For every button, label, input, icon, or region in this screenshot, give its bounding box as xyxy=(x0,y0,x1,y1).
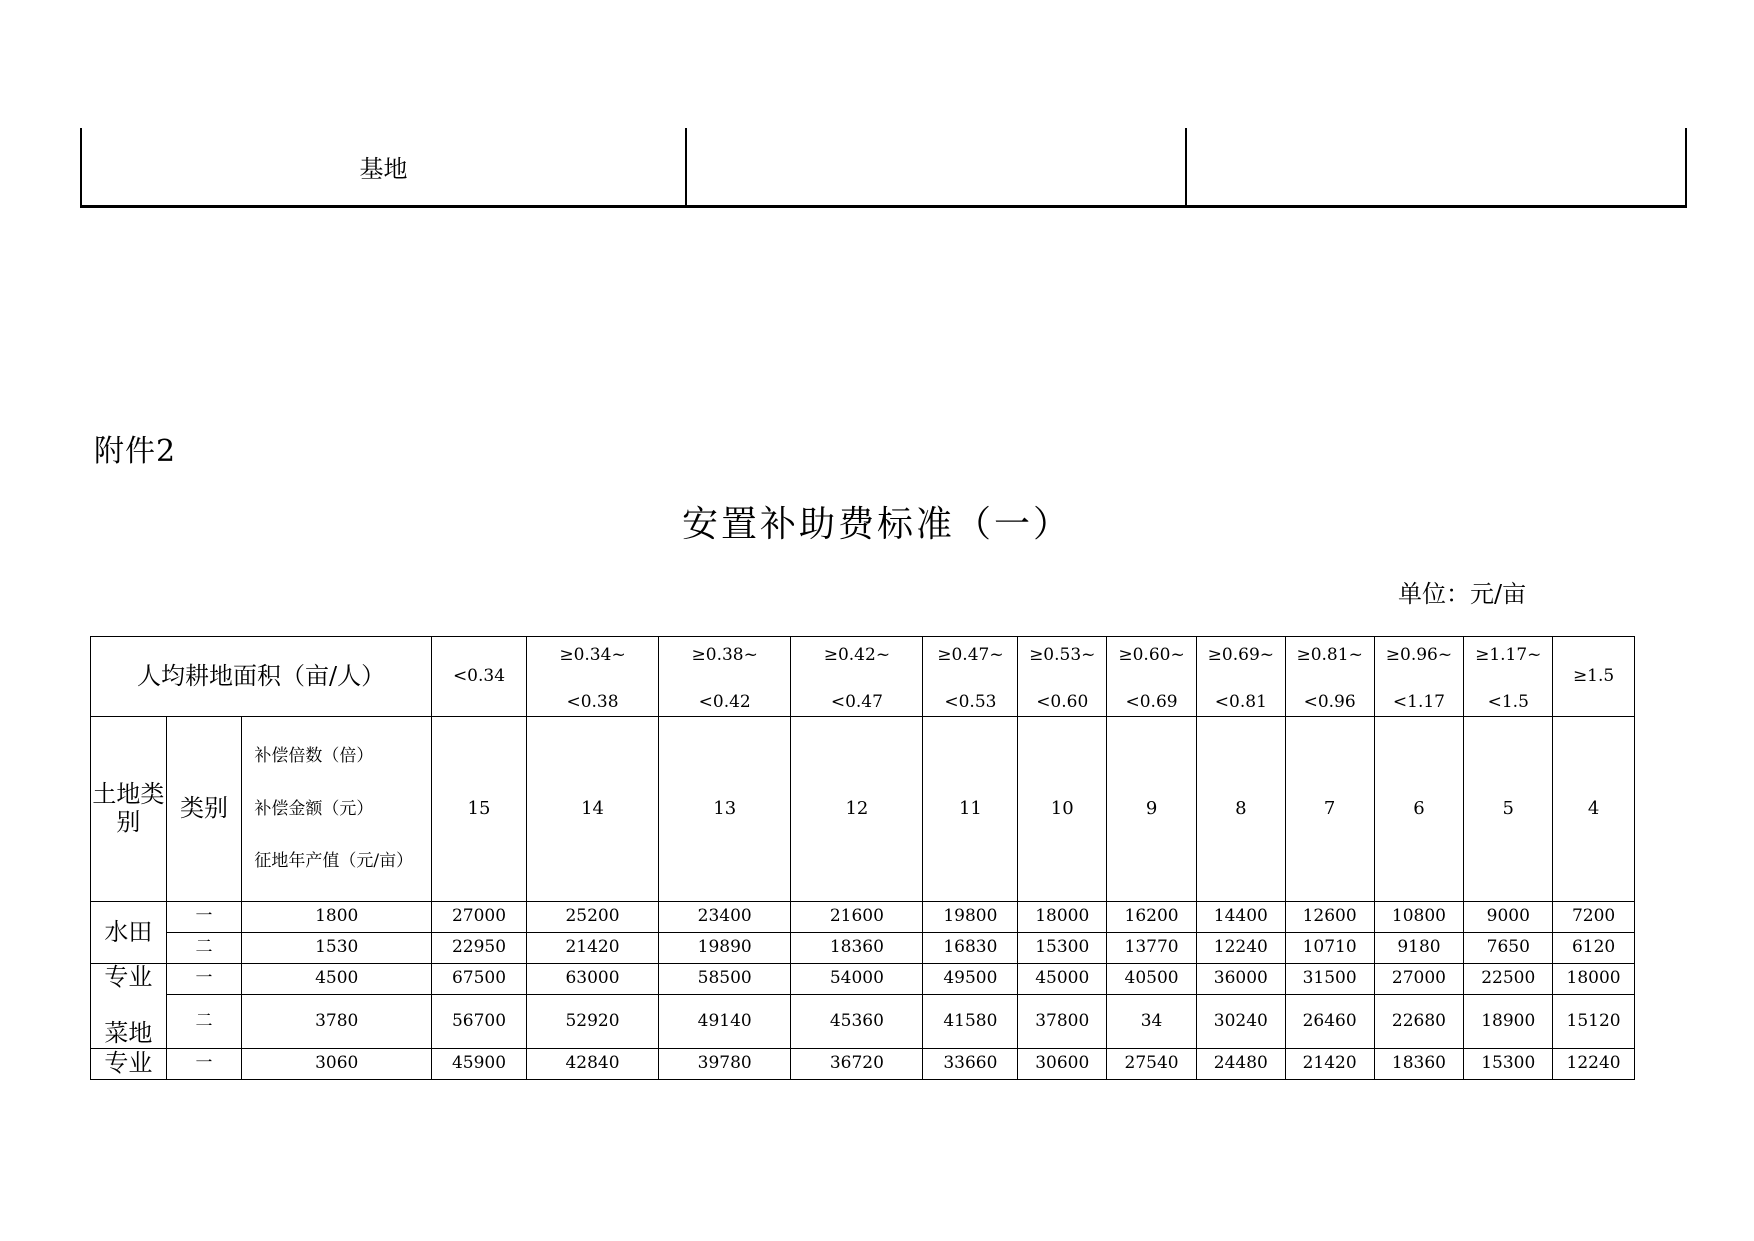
amount-cell: 34 xyxy=(1107,995,1197,1049)
range-lower-bound: ≥1.17~ xyxy=(1475,644,1542,665)
amount-cell: 21420 xyxy=(526,933,658,964)
range-upper-bound: <0.96 xyxy=(1303,691,1356,712)
table-row xyxy=(91,995,1635,1049)
multiplier-cell: 4 xyxy=(1553,717,1635,902)
amount-cell: 30600 xyxy=(1018,1049,1107,1080)
area-range-cell xyxy=(659,637,791,717)
amount-cell: 21420 xyxy=(1285,1049,1374,1080)
area-range-cell xyxy=(1285,637,1374,717)
range-upper-bound: <1.17 xyxy=(1392,691,1445,712)
unit-label: 单位：元/亩 xyxy=(1398,580,1527,608)
table-row xyxy=(91,902,1635,933)
annual-value-cell: 3780 xyxy=(242,995,432,1049)
range-upper-bound: <0.38 xyxy=(566,691,619,712)
range-lower-bound: ≥0.69~ xyxy=(1207,644,1275,665)
amount-cell: 56700 xyxy=(432,995,527,1049)
amount-cell: 37800 xyxy=(1018,995,1107,1049)
previous-table-cell xyxy=(1186,128,1686,207)
amount-cell: 27540 xyxy=(1107,1049,1197,1080)
multiplier-cell: 12 xyxy=(791,717,923,902)
amount-cell: 40500 xyxy=(1107,964,1197,995)
amount-cell: 42840 xyxy=(526,1049,658,1080)
attachment-label: 附件2 xyxy=(94,434,177,469)
category-header: 类别 xyxy=(166,717,242,902)
amount-cell: 23400 xyxy=(659,902,791,933)
amount-cell: 15300 xyxy=(1464,1049,1553,1080)
amount-cell: 10710 xyxy=(1285,933,1374,964)
area-range-cell: ≥1.5 xyxy=(1553,637,1635,717)
grade-cell: 二 xyxy=(166,933,242,964)
amount-cell: 22500 xyxy=(1464,964,1553,995)
amount-cell: 45000 xyxy=(1018,964,1107,995)
range-lower-bound: ≥0.34~ xyxy=(559,644,626,665)
amount-cell: 58500 xyxy=(659,964,791,995)
amount-cell: 18000 xyxy=(1018,902,1107,933)
amount-cell: 49500 xyxy=(923,964,1018,995)
amount-cell: 15300 xyxy=(1018,933,1107,964)
area-range-cell xyxy=(526,637,658,717)
amount-cell: 25200 xyxy=(526,902,658,933)
amount-cell: 21600 xyxy=(791,902,923,933)
amount-cell: 67500 xyxy=(432,964,527,995)
area-range-cell xyxy=(791,637,923,717)
table-row xyxy=(91,933,1635,964)
amount-cell: 26460 xyxy=(1285,995,1374,1049)
amount-cell: 45360 xyxy=(791,995,923,1049)
multiplier-cell: 15 xyxy=(432,717,527,902)
amount-cell: 31500 xyxy=(1285,964,1374,995)
range-lower-bound: ≥0.96~ xyxy=(1385,644,1453,665)
annual-value-label: 征地年产值（元/亩） xyxy=(254,851,414,872)
amount-cell: 27000 xyxy=(432,902,527,933)
amount-cell: 33660 xyxy=(923,1049,1018,1080)
multiplier-row xyxy=(91,717,1635,902)
amount-cell: 27000 xyxy=(1374,964,1464,995)
amount-cell: 18360 xyxy=(791,933,923,964)
range-upper-bound: <0.47 xyxy=(830,691,883,712)
amount-cell: 36000 xyxy=(1196,964,1285,995)
amount-cell: 12240 xyxy=(1553,1049,1635,1080)
grade-cell: 一 xyxy=(166,1049,242,1080)
amount-cell: 22680 xyxy=(1374,995,1464,1049)
amount-cell: 19800 xyxy=(923,902,1018,933)
annual-value-cell: 3060 xyxy=(242,1049,432,1080)
range-upper-bound: <0.42 xyxy=(698,691,751,712)
amount-cell: 30240 xyxy=(1196,995,1285,1049)
amount-label: 补偿金额（元） xyxy=(254,798,374,819)
amount-cell: 18360 xyxy=(1374,1049,1464,1080)
area-range-cell xyxy=(923,637,1018,717)
land-type-line: 菜地 xyxy=(104,1019,153,1047)
range-upper-bound: <0.69 xyxy=(1125,691,1178,712)
multiplier-cell: 6 xyxy=(1374,717,1464,902)
range-lower-bound: ≥0.81~ xyxy=(1296,644,1363,665)
amount-cell: 39780 xyxy=(659,1049,791,1080)
document-title: 安置补助费标准（一） xyxy=(681,504,1072,545)
amount-cell: 6120 xyxy=(1553,933,1635,964)
previous-table-cell xyxy=(686,128,1186,207)
range-lower-bound: ≥0.47~ xyxy=(937,644,1004,665)
amount-cell: 10800 xyxy=(1374,902,1464,933)
area-range-cell: <0.34 xyxy=(432,637,527,717)
amount-cell: 36720 xyxy=(791,1049,923,1080)
amount-cell: 45900 xyxy=(432,1049,527,1080)
area-range-row xyxy=(91,637,1635,717)
multiplier-cell: 11 xyxy=(923,717,1018,902)
multiplier-cell: 13 xyxy=(659,717,791,902)
grade-cell: 二 xyxy=(166,995,242,1049)
amount-cell: 9180 xyxy=(1374,933,1464,964)
range-upper-bound: <0.53 xyxy=(944,691,997,712)
area-range-cell xyxy=(1374,637,1464,717)
annual-value-cell: 4500 xyxy=(242,964,432,995)
table-row xyxy=(91,964,1635,995)
amount-cell: 13770 xyxy=(1107,933,1197,964)
range-lower-bound: ≥0.42~ xyxy=(823,644,891,665)
amount-cell: 16200 xyxy=(1107,902,1197,933)
range-lower-bound: ≥0.60~ xyxy=(1118,644,1185,665)
land-type-cell xyxy=(91,964,167,1049)
annual-value-cell: 1530 xyxy=(242,933,432,964)
grade-cell: 一 xyxy=(166,964,242,995)
land-type-line: 专业 xyxy=(104,963,153,992)
multiplier-cell: 10 xyxy=(1018,717,1107,902)
amount-cell: 7200 xyxy=(1553,902,1635,933)
amount-cell: 54000 xyxy=(791,964,923,995)
previous-table-row xyxy=(81,128,1686,207)
range-upper-bound: <0.81 xyxy=(1214,691,1267,712)
range-lower-bound: ≥0.53~ xyxy=(1029,644,1096,665)
amount-cell: 19890 xyxy=(659,933,791,964)
land-type-cell: 专业 xyxy=(91,1049,167,1080)
multiplier-cell: 7 xyxy=(1285,717,1374,902)
amount-cell: 18000 xyxy=(1553,964,1635,995)
multiplier-cell: 5 xyxy=(1464,717,1553,902)
multiplier-cell: 14 xyxy=(526,717,658,902)
amount-cell: 24480 xyxy=(1196,1049,1285,1080)
grade-cell: 一 xyxy=(166,902,242,933)
amount-cell: 63000 xyxy=(526,964,658,995)
range-upper-bound: <1.5 xyxy=(1487,691,1529,712)
amount-cell: 18900 xyxy=(1464,995,1553,1049)
range-upper-bound: <0.60 xyxy=(1036,691,1089,712)
amount-cell: 14400 xyxy=(1196,902,1285,933)
area-range-cell xyxy=(1018,637,1107,717)
multiplier-cell: 8 xyxy=(1196,717,1285,902)
amount-cell: 22950 xyxy=(432,933,527,964)
amount-cell: 9000 xyxy=(1464,902,1553,933)
amount-cell: 12600 xyxy=(1285,902,1374,933)
amount-cell: 16830 xyxy=(923,933,1018,964)
range-lower-bound: ≥0.38~ xyxy=(691,644,758,665)
area-range-cell xyxy=(1107,637,1197,717)
previous-table-fragment xyxy=(80,128,1687,208)
multiplier-label: 补偿倍数（倍） xyxy=(254,745,374,766)
annual-value-cell: 1800 xyxy=(242,902,432,933)
amount-cell: 15120 xyxy=(1553,995,1635,1049)
amount-cell: 7650 xyxy=(1464,933,1553,964)
amount-cell: 12240 xyxy=(1196,933,1285,964)
land-type-header: 土地类别 xyxy=(91,717,167,902)
multiplier-cell: 9 xyxy=(1107,717,1197,902)
table-row xyxy=(91,1049,1635,1080)
compensation-table xyxy=(90,636,1635,1080)
previous-table-cell: 基地 xyxy=(81,128,686,207)
amount-cell: 41580 xyxy=(923,995,1018,1049)
amount-cell: 49140 xyxy=(659,995,791,1049)
area-range-cell xyxy=(1196,637,1285,717)
row-labels xyxy=(242,717,432,902)
amount-cell: 52920 xyxy=(526,995,658,1049)
area-header: 人均耕地面积（亩/人） xyxy=(91,637,432,717)
area-range-cell xyxy=(1464,637,1553,717)
land-type-cell: 水田 xyxy=(91,902,167,964)
